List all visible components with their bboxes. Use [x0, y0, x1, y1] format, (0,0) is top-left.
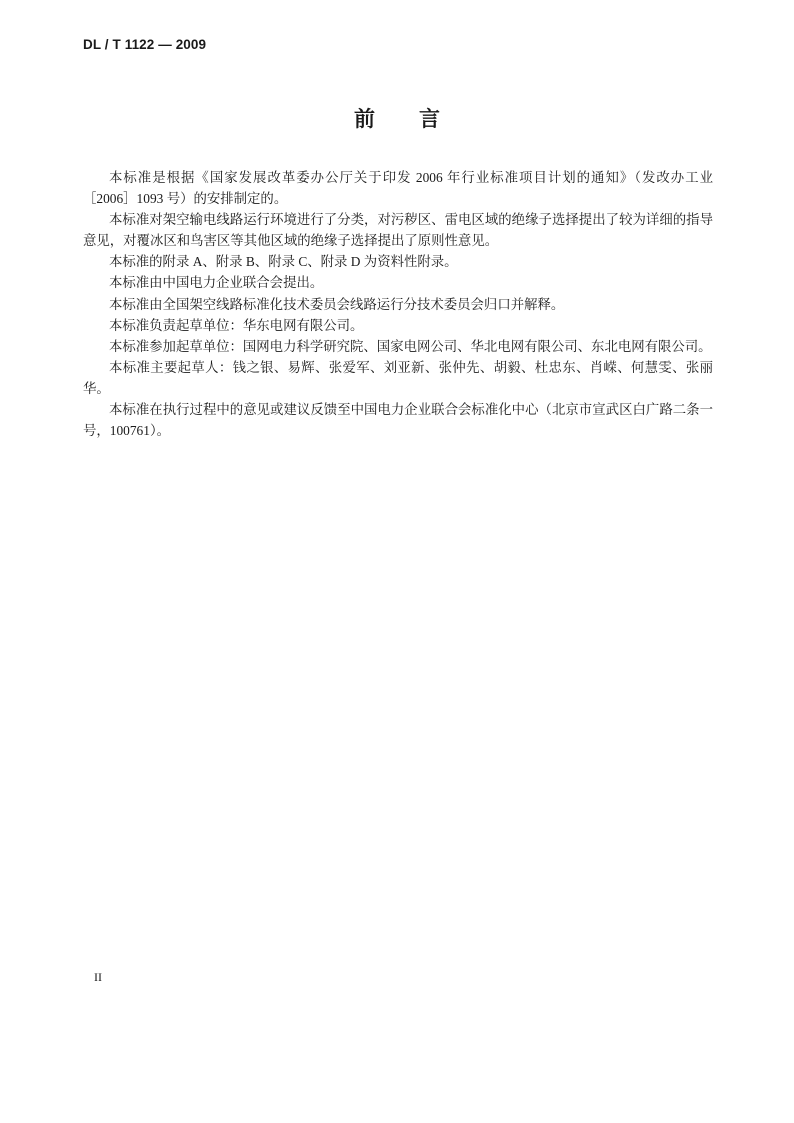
paragraph-appendices: 本标准的附录 A、附录 B、附录 C、附录 D 为资料性附录。 [109, 254, 458, 270]
page-number: II [94, 970, 102, 984]
paragraph-participants: 本标准参加起草单位：国网电力科学研究院、国家电网公司、华北电网有限公司、东北电网有限公司。 [109, 338, 712, 354]
paragraph-drafters: 本标准主要起草人：钱之银、易辉、张爱军、刘亚新、张仲先、胡毅、杜忠东、肖嵘、何慧雯、张丽华。 [83, 359, 713, 396]
paragraph-feedback: 本标准在执行过程中的意见或建议反馈至中国电力企业联合会标准化中心（北京市宣武区白广路二条一号，100761）。 [83, 402, 713, 439]
paragraph-basis: 本标准是根据《国家发展改革委办公厅关于印发 2006 年行业标准项目计划的通知》（发改办工业［2006］1093 号）的安排制定的。 [83, 170, 713, 207]
paragraph-scope: 本标准对架空输电线路运行环境进行了分类，对污秽区、雷电区域的绝缘子选择提出了较为详细的指导意见，对覆冰区和鸟害区等其他区域的绝缘子选择提出了原则性意见。 [83, 212, 713, 249]
preface-body [83, 167, 713, 441]
paragraph-lead-drafter: 本标准负责起草单位：华东电网有限公司。 [109, 317, 364, 333]
standard-code-header: DL / T 1122 — 2009 [83, 37, 207, 52]
paragraph-administrator: 本标准由全国架空线路标准化技术委员会线路运行分技术委员会归口并解释。 [109, 296, 565, 312]
paragraph-proposer: 本标准由中国电力企业联合会提出。 [109, 275, 324, 291]
page-title: 前言 [354, 107, 484, 131]
